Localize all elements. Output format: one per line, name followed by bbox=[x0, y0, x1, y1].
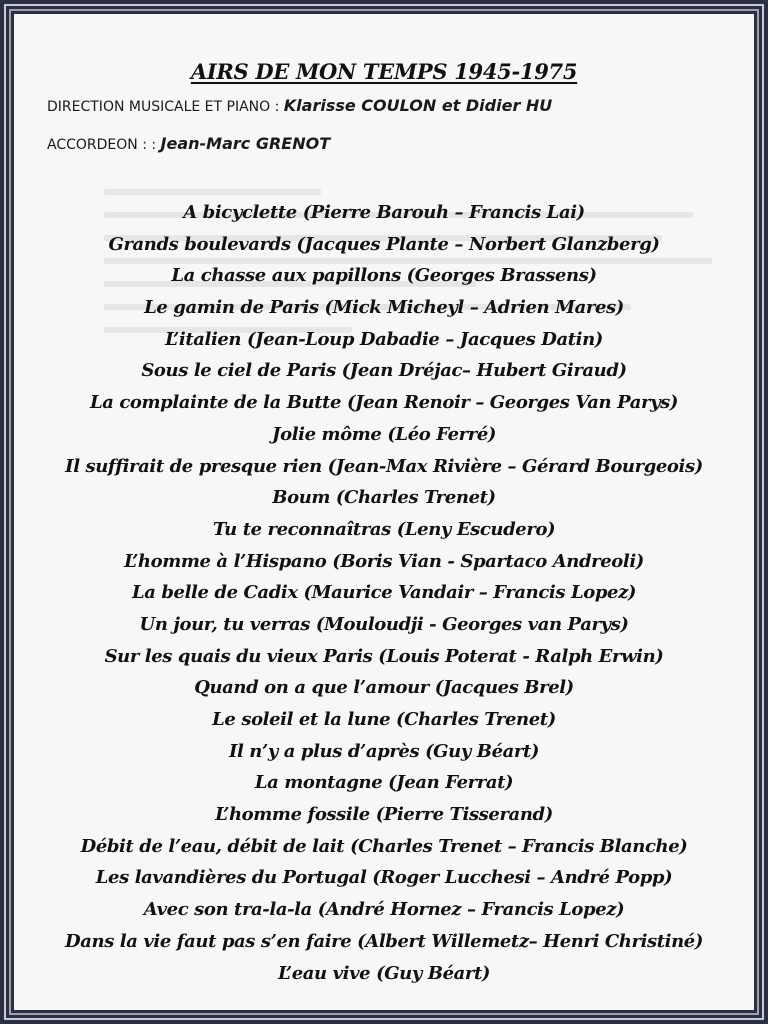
credit-accordion bbox=[47, 134, 330, 153]
song-item: Avec son tra-la-la (André Hornez – Francis Lopez) bbox=[143, 899, 625, 921]
song-item: Boum (Charles Trenet) bbox=[272, 487, 496, 509]
credit-name: Klarisse COULON et Didier HU bbox=[283, 96, 553, 115]
song-item: Sous le ciel de Paris (Jean Dréjac– Hubert Giraud) bbox=[141, 360, 627, 382]
song-item: La complainte de la Butte (Jean Renoir – Georges Van Parys) bbox=[89, 392, 678, 414]
song-list bbox=[14, 197, 754, 989]
document-sheet bbox=[14, 14, 754, 1010]
document-title: AIRS DE MON TEMPS 1945-1975 bbox=[190, 59, 578, 84]
credit-name: Jean-Marc GRENOT bbox=[160, 134, 331, 153]
song-item: L’homme à l’Hispano (Boris Vian - Spartaco Andreoli) bbox=[124, 550, 644, 572]
song-item: Le soleil et la lune (Charles Trenet) bbox=[212, 709, 556, 730]
song-item: Il suffirait de presque rien (Jean-Max Rivière – Gérard Bourgeois) bbox=[65, 455, 703, 477]
credit-label: DIRECTION MUSICALE ET PIANO : bbox=[47, 99, 284, 115]
song-item: Jolie môme (Léo Ferré) bbox=[271, 423, 496, 445]
song-item: L’homme fossile (Pierre Tisserand) bbox=[215, 804, 553, 826]
song-item: La belle de Cadix (Maurice Vandair – Francis Lopez) bbox=[131, 582, 637, 604]
song-item: L’eau vive (Guy Béart) bbox=[277, 962, 491, 984]
song-item: Un jour, tu verras (Mouloudji - Georges van Parys) bbox=[139, 613, 629, 635]
song-item: Tu te reconnaîtras (Leny Escudero) bbox=[212, 518, 556, 540]
song-item: A bicyclette (Pierre Barouh – Francis Lai) bbox=[183, 202, 585, 223]
song-item: Les lavandières du Portugal (Roger Lucchesi – André Popp) bbox=[95, 867, 673, 889]
song-item: Il n’y a plus d’après (Guy Béart) bbox=[228, 740, 540, 762]
song-item: Le gamin de Paris (Mick Micheyl – Adrien Mares) bbox=[144, 297, 624, 319]
song-item: Grands boulevards (Jacques Plante – Norbert Glanzberg) bbox=[108, 233, 660, 255]
song-item: L’italien (Jean-Loup Dabadie – Jacques Datin) bbox=[165, 328, 603, 350]
credit-label: ACCORDEON : : bbox=[47, 137, 161, 153]
song-item: La montagne (Jean Ferrat) bbox=[254, 772, 514, 794]
song-item: Sur les quais du vieux Paris (Louis Poterat - Ralph Erwin) bbox=[104, 645, 664, 667]
song-item: La chasse aux papillons (Georges Brassens) bbox=[171, 265, 597, 287]
song-item: Débit de l’eau, débit de lait (Charles Trenet – Francis Blanche) bbox=[80, 835, 688, 857]
song-item: Quand on a que l’amour (Jacques Brel) bbox=[194, 677, 574, 699]
credit-musical-direction bbox=[47, 96, 552, 115]
song-item: Dans la vie faut pas s’en faire (Albert Willemetz– Henri Christiné) bbox=[65, 930, 703, 952]
